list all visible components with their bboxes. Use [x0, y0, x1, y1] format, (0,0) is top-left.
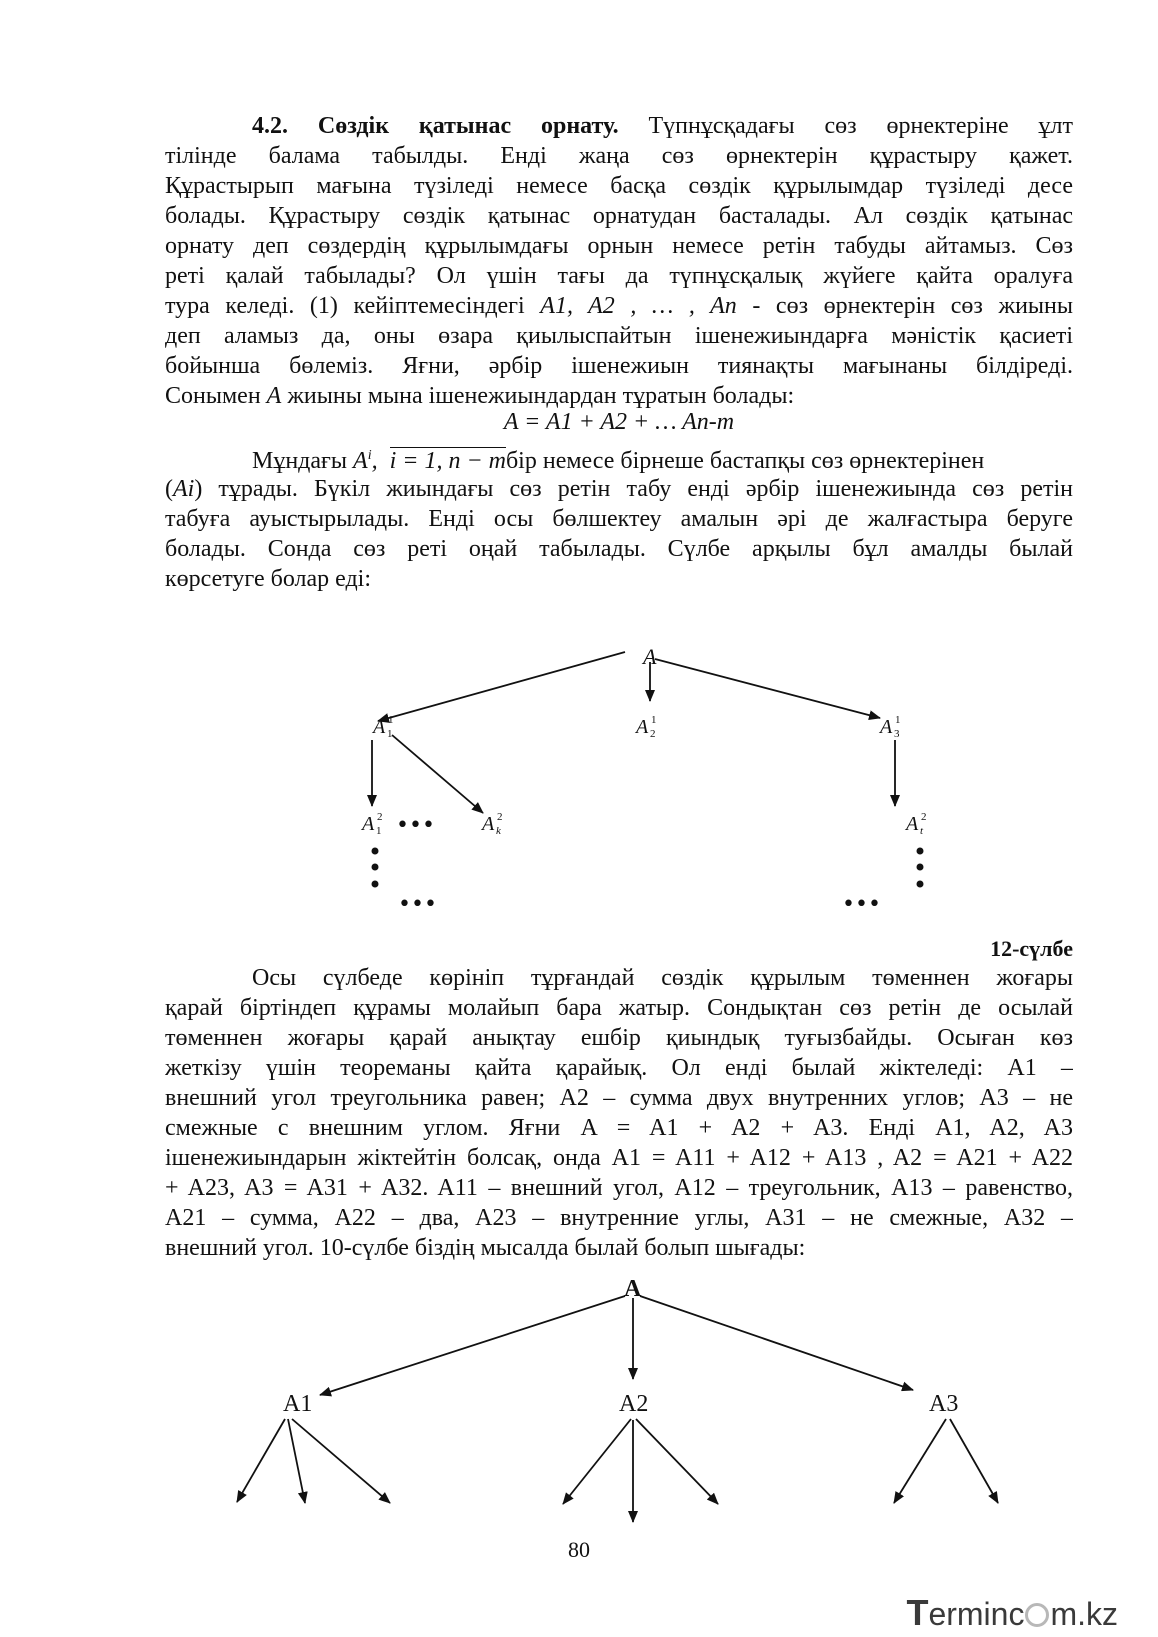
node-A2-1	[634, 714, 657, 740]
watermark-circle-icon	[1025, 1603, 1049, 1627]
node-Ak-2	[480, 811, 503, 837]
text: (	[165, 476, 173, 502]
diagram1-labels	[360, 644, 927, 837]
node-label: A	[880, 716, 893, 738]
paragraph-line: Құрастырып мағына түзіледі немесе басқа сөздік құрылымдар түзіледі десе	[165, 173, 1073, 199]
node-sub: 1	[376, 825, 382, 837]
node-A1: A1	[283, 1391, 313, 1417]
vertical-dot	[917, 864, 924, 871]
paragraph-line: болады. Құрастыру сөздік қатынас орнатудан басталады. Ал сөздік қатынас	[165, 203, 1073, 229]
arrow	[894, 1419, 946, 1503]
node-sup: 1	[895, 714, 901, 726]
index-range: i = 1, n − m	[389, 448, 506, 474]
paragraph-line: реті қалай табылады? Ол үшін тағы да түпнұсқалық жүйеге қайта оралуға	[165, 263, 1073, 289]
arrow	[237, 1419, 285, 1502]
node-sub: 2	[650, 728, 656, 740]
node-label: A	[373, 716, 386, 738]
section-heading: 4.2. Сөздік қатынас орнату.	[252, 113, 619, 139]
paragraph-line: A21 – сумма, A22 – два, A23 – внутренние углы, A31 – не смежные, A32 –	[165, 1205, 1073, 1231]
paragraph-line: ішенежиындарын жіктейтін болсақ, онда A1 = A11 + A12 + A13 , A2 = A21 + A22	[165, 1145, 1073, 1171]
paragraph-line: Осы сүлбеде көрініп тұрғандай сөздік құрылым төменнен жоғары	[252, 965, 1073, 991]
watermark-text: c	[1008, 1596, 1025, 1632]
node-A1-1	[371, 714, 394, 740]
math-vars: A1, A2 , … , An	[540, 293, 737, 319]
arrow	[292, 1419, 390, 1503]
page-number: 80	[568, 1537, 590, 1562]
node-label: A	[362, 813, 375, 835]
paragraph-line: смежные с внешним углом. Яғни A = A1 + A2 + A3. Енді A1, A2, A3	[165, 1115, 1073, 1141]
node-sub: 1	[387, 728, 393, 740]
arrow	[288, 1419, 305, 1503]
arrow	[392, 735, 483, 813]
node-sup: 2	[377, 811, 383, 823]
paragraph-line: жеткізу үшін теореманы қайта қарайық. Ол енді былай жіктеледі: A1 –	[165, 1055, 1073, 1081]
text: - сөз өрнектерін сөз жиыны	[736, 293, 1073, 319]
node-sup: 2	[497, 811, 503, 823]
paragraph-line: внешний угол. 10-сүлбе біздің мысалда былай болып шығады:	[165, 1235, 806, 1261]
node-root: A	[643, 644, 657, 669]
vertical-dot	[917, 848, 924, 855]
vertical-dot	[372, 848, 379, 855]
paragraph-line: + A23, A3 = A31 + A32. A11 – внешний угол, A12 – треугольник, A13 – равенство,	[165, 1175, 1073, 1201]
node-sup: 1	[651, 714, 657, 726]
node-A2: A2	[619, 1391, 649, 1417]
paragraph-line: тілінде балама табылды. Енді жаңа сөз өрнектерін құрастыру қажет.	[165, 143, 1073, 169]
arrow	[636, 1419, 718, 1504]
paragraph-line: бойынша бөлеміз. Яғни, әрбір ішенежиын тиянақты мағынаны білдіреді.	[165, 353, 1073, 379]
arrow	[378, 652, 625, 721]
math-var: A	[266, 383, 282, 409]
formula-text: A = A1 + A2 + … An-m	[503, 409, 735, 435]
vertical-dot	[372, 881, 379, 888]
node-sub: t	[920, 825, 924, 837]
node-label: A	[906, 813, 919, 835]
text: Түпнұсқадағы сөз өрнектеріне ұлт	[618, 113, 1073, 139]
text: Мұндағы	[252, 448, 354, 474]
text: тура келеді. (1) кейіптемесіндегі	[165, 293, 541, 319]
paragraph-line: орнату деп сөздердің құрылымдағы орнын немесе ретін табуды айтамыз. Сөз	[165, 233, 1073, 259]
arrow	[950, 1419, 998, 1503]
paragraph-line: төменнен жоғары қарай анықтау ешбір қиындық туғызбайды. Осыған көз	[165, 1025, 1073, 1051]
paragraph-line: внешний угол треугольника равен; A2 – сумма двух внутренних углов; A3 – не	[165, 1085, 1073, 1111]
math-var: $A^i$,	[353, 448, 378, 474]
watermark-t: T	[906, 1592, 929, 1633]
text: ) тұрады. Бүкіл жиындағы сөз ретін табу енді әрбір ішенежиында сөз ретін	[194, 476, 1073, 502]
watermark-logo	[906, 1592, 1118, 1634]
node-sub: 3	[894, 728, 900, 740]
vertical-dot	[372, 864, 379, 871]
paragraph-line: болады. Сонда сөз реті оңай табылады. Сүлбе арқылы бұл амалды былай	[165, 536, 1073, 562]
paragraph-line: деп аламыз да, оны өзара қиылыспайтын ішенежиындарға мәністік қасиеті	[165, 323, 1073, 349]
arrow	[640, 1296, 913, 1390]
paragraph-line: көрсетуге болар еді:	[165, 566, 372, 592]
ellipsis: •••	[842, 892, 881, 917]
arrow	[320, 1296, 625, 1395]
node-sup: 1	[388, 714, 394, 726]
watermark-text: ermin	[928, 1596, 1009, 1632]
node-A3: A3	[929, 1391, 959, 1417]
text: бір немесе бірнеше бастапқы сөз өрнектерінен	[505, 448, 985, 474]
node-root: A	[624, 1276, 642, 1302]
text: Сонымен	[165, 383, 267, 409]
node-label: A	[482, 813, 495, 835]
ellipsis: •••	[396, 813, 435, 838]
diagram2-arrows	[237, 1296, 998, 1522]
ellipsis: •••	[398, 892, 437, 917]
watermark-text: m.kz	[1050, 1596, 1118, 1632]
vertical-dot	[917, 881, 924, 888]
node-A3-1	[878, 714, 901, 740]
diagram1-ellipses	[372, 813, 924, 917]
node-sub: k	[496, 825, 501, 837]
arrow	[655, 659, 880, 718]
node-A1-2	[360, 811, 383, 837]
figure-caption: 12-сүлбе	[990, 936, 1073, 961]
node-At-2	[904, 811, 927, 837]
node-label: A	[636, 716, 649, 738]
diagram1-arrows	[372, 652, 895, 813]
paragraph-line: қарай біртіндеп құрамы молайып бара жатыр. Сондықтан сөз ретін де осылай	[165, 995, 1073, 1021]
math-var: Ai	[173, 476, 195, 502]
arrow	[563, 1419, 631, 1504]
paragraph-line: табуға ауыстырылады. Енді осы бөлшектеу амалын әрі де жалғастыра беруге	[165, 506, 1073, 532]
text: жиыны мына ішенежиындардан тұратын болады:	[281, 383, 795, 409]
node-sup: 2	[921, 811, 927, 823]
